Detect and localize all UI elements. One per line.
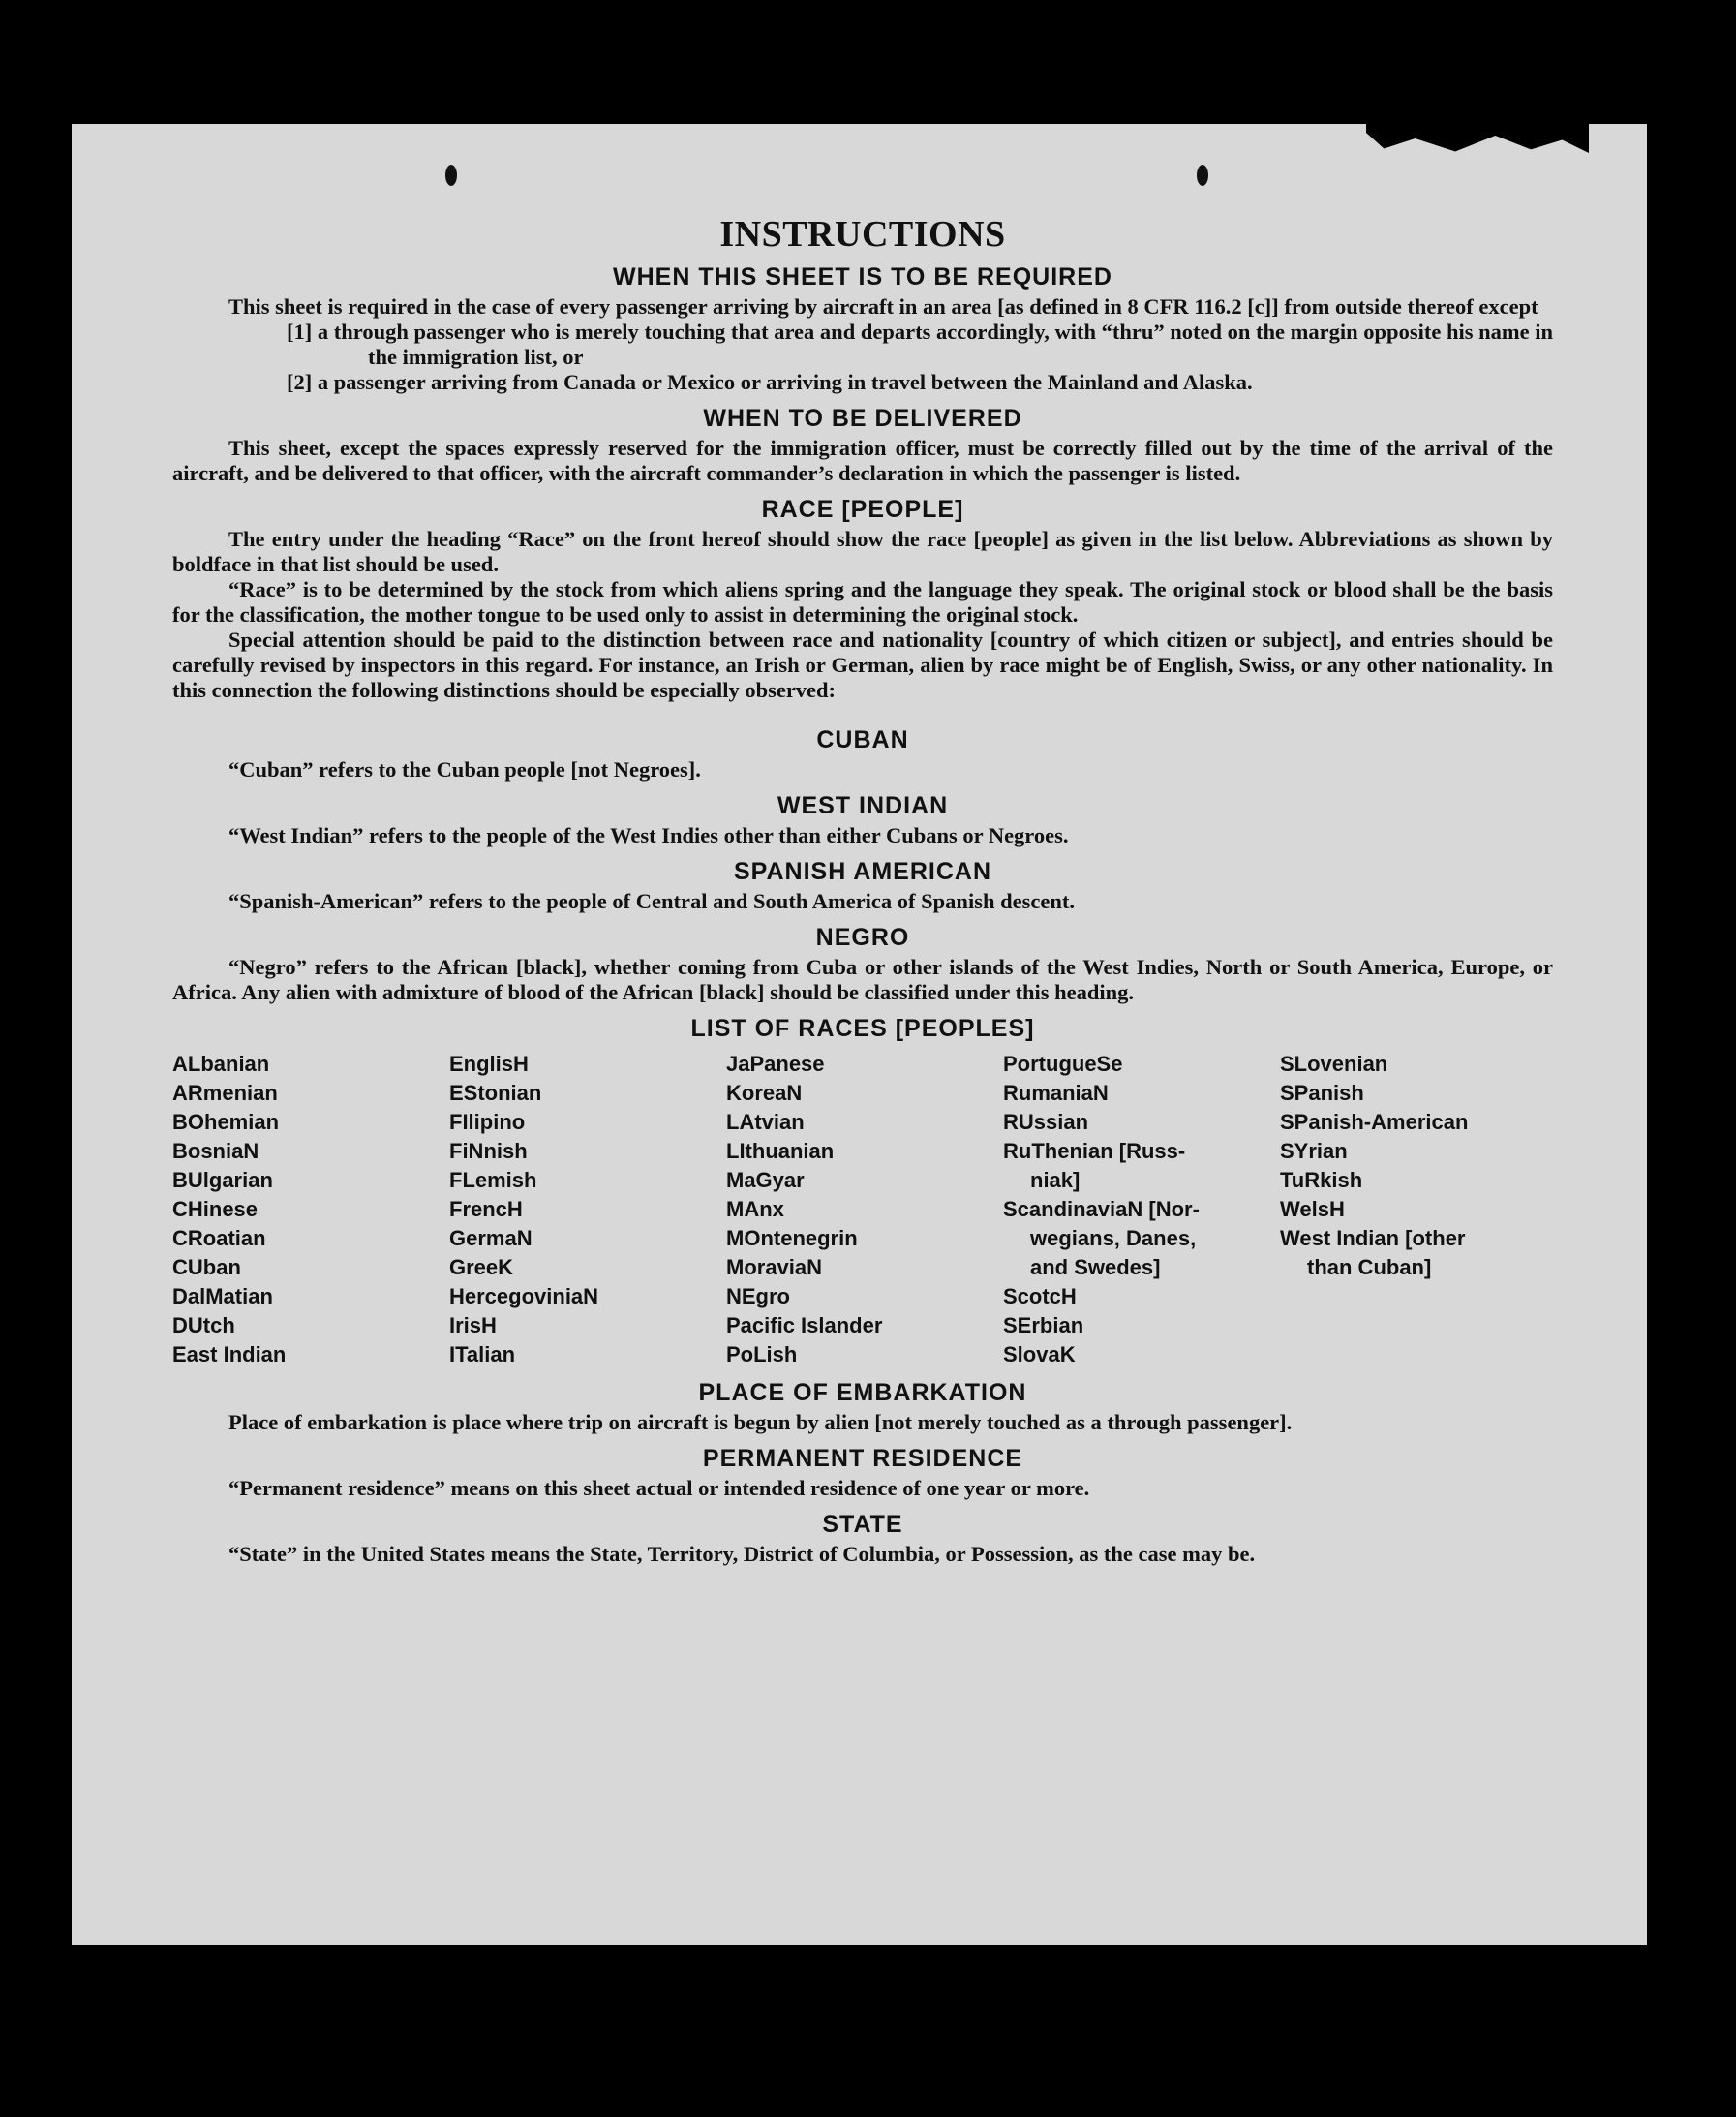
race-entry: RUssian	[1003, 1110, 1089, 1134]
race-entry: LIthuanian	[726, 1139, 835, 1163]
race-entry: FrencH	[449, 1197, 523, 1221]
spanish-american-text: “Spanish-American” refers to the people of Central and South America of Spanish descent.	[228, 889, 1075, 913]
heading-permanent-residence: PERMANENT RESIDENCE	[702, 1445, 1023, 1472]
race-entry: SYrian	[1280, 1139, 1348, 1163]
punch-hole-left	[445, 165, 457, 186]
heading-cuban: CUBAN	[816, 726, 909, 753]
race-entry: DalMatian	[172, 1284, 273, 1308]
races-list	[172, 1050, 1553, 1369]
race-entry: SPanish-American	[1280, 1110, 1469, 1134]
race-entry: BOhemian	[172, 1110, 280, 1134]
race-entry: CUban	[172, 1255, 241, 1279]
embarkation-text: Place of embarkation is place where trip on aircraft is begun by alien [not merely touched as a through passenger].	[228, 1410, 1293, 1434]
permanent-residence-text: “Permanent residence” means on this sheet actual or intended residence of one year or more.	[228, 1476, 1090, 1500]
race-entry: FIlipino	[449, 1110, 526, 1134]
race-entry: HercegoviniaN	[449, 1284, 599, 1308]
race-entry: EStonian	[449, 1081, 542, 1105]
heading-delivered: WHEN TO BE DELIVERED	[703, 405, 1022, 432]
race-paragraph-1: The entry under the heading “Race” on the front hereof should show the race [people] as given in the list below. Abbreviations as shown by boldface in that list should be used.	[172, 527, 1553, 576]
race-entry: CRoatian	[172, 1226, 266, 1250]
race-entry: IrisH	[449, 1313, 497, 1337]
race-entry: MaGyar	[726, 1168, 805, 1192]
race-entry: East Indian	[172, 1342, 287, 1366]
race-entry: KoreaN	[726, 1081, 803, 1105]
race-entry: LAtvian	[726, 1110, 805, 1134]
race-entry: EnglisH	[449, 1052, 529, 1076]
punch-hole-right	[1197, 165, 1208, 186]
required-intro: This sheet is required in the case of every passenger arriving by aircraft in an area [as defined in 8 CFR 116.2 [c]] from outside thereof except	[228, 294, 1538, 319]
race-entry: PortugueSe	[1003, 1052, 1123, 1076]
race-paragraph-3: Special attention should be paid to the distinction between race and nationality [country of which citizen or subject], and entries should be carefully revised by inspectors in this regard. For instance, an Irish or German, alien by race might be of English, Swiss, or any other nationality. In this connection the following distinctions should be especially observed:	[172, 628, 1553, 702]
delivered-text: This sheet, except the spaces expressly reserved for the immigration officer, must be correctly filled out by the time of the arrival of the aircraft, and be delivered to that officer, with the aircraft commander’s declaration in which the passenger is listed.	[172, 436, 1553, 485]
race-entry: ScandinaviaN [Nor-	[1003, 1197, 1200, 1221]
torn-corner	[1366, 124, 1589, 153]
races-column-1	[172, 1050, 449, 1369]
required-item-1: [1] a through passenger who is merely touching that area and departs accordingly, with “thru” noted on the margin opposite his name in the immigration list, or	[287, 320, 1553, 369]
cuban-text: “Cuban” refers to the Cuban people [not Negroes].	[228, 757, 701, 782]
heading-state: STATE	[822, 1511, 903, 1538]
race-entry: BUlgarian	[172, 1168, 273, 1192]
race-entry: RuThenian [Russ-	[1003, 1139, 1186, 1163]
races-column-4	[1003, 1050, 1280, 1369]
race-entry: BosniaN	[172, 1139, 259, 1163]
races-column-3	[726, 1050, 1003, 1369]
instructions-content	[172, 213, 1553, 1567]
state-text: “State” in the United States means the State, Territory, District of Columbia, or Possession, as the case may be.	[228, 1542, 1256, 1566]
race-entry-continued: niak]	[1030, 1168, 1081, 1192]
race-entry: FLemish	[449, 1168, 537, 1192]
race-entry: ITalian	[449, 1342, 516, 1366]
race-entry: ARmenian	[172, 1081, 278, 1105]
race-entry: RumaniaN	[1003, 1081, 1109, 1105]
race-entry: TuRkish	[1280, 1168, 1363, 1192]
document-sheet	[72, 124, 1647, 1945]
race-entry: SErbian	[1003, 1313, 1084, 1337]
race-entry: SPanish	[1280, 1081, 1364, 1105]
race-entry: PoLish	[726, 1342, 798, 1366]
heading-negro: NEGRO	[815, 924, 910, 951]
heading-required: WHEN THIS SHEET IS TO BE REQUIRED	[613, 263, 1112, 291]
race-entry: MAnx	[726, 1197, 784, 1221]
west-indian-text: “West Indian” refers to the people of the West Indies other than either Cubans or Negroes.	[228, 823, 1069, 847]
race-entry: West Indian [other	[1280, 1226, 1466, 1250]
race-entry: ALbanian	[172, 1052, 270, 1076]
race-entry: GreeK	[449, 1255, 514, 1279]
race-entry: MoraviaN	[726, 1255, 823, 1279]
race-entry: WelsH	[1280, 1197, 1345, 1221]
race-entry-continued: wegians, Danes,	[1030, 1226, 1197, 1250]
page-title: INSTRUCTIONS	[719, 214, 1006, 255]
races-column-2	[449, 1050, 726, 1369]
race-entry-continued: than Cuban]	[1307, 1255, 1432, 1279]
race-entry-continued: and Swedes]	[1030, 1255, 1161, 1279]
heading-list-of-races: LIST OF RACES [PEOPLES]	[690, 1015, 1035, 1042]
heading-race: RACE [PEOPLE]	[761, 496, 964, 523]
race-entry: FiNnish	[449, 1139, 528, 1163]
race-paragraph-2: “Race” is to be determined by the stock from which aliens spring and the language they speak. The original stock or blood shall be the basis for the classification, the mother tongue to be used only to assist in determining the original stock.	[172, 577, 1553, 627]
required-item-2: [2] a passenger arriving from Canada or Mexico or arriving in travel between the Mainland and Alaska.	[287, 370, 1253, 394]
race-entry: SLovenian	[1280, 1052, 1388, 1076]
races-column-5	[1280, 1050, 1553, 1369]
heading-west-indian: WEST INDIAN	[777, 792, 949, 819]
race-entry: GermaN	[449, 1226, 533, 1250]
heading-embarkation: PLACE OF EMBARKATION	[698, 1379, 1027, 1406]
race-entry: MOntenegrin	[726, 1226, 858, 1250]
race-entry: ScotcH	[1003, 1284, 1077, 1308]
race-entry: SlovaK	[1003, 1342, 1076, 1366]
heading-spanish-american: SPANISH AMERICAN	[733, 858, 991, 885]
race-entry: DUtch	[172, 1313, 235, 1337]
race-entry: NEgro	[726, 1284, 790, 1308]
race-entry: JaPanese	[726, 1052, 825, 1076]
race-entry: Pacific Islander	[726, 1313, 883, 1337]
negro-text: “Negro” refers to the African [black], whether coming from Cuba or other islands of the West Indies, North or South America, Europe, or Africa. Any alien with admixture of blood of the African [black] should be classified under this heading.	[172, 955, 1553, 1004]
race-entry: CHinese	[172, 1197, 259, 1221]
